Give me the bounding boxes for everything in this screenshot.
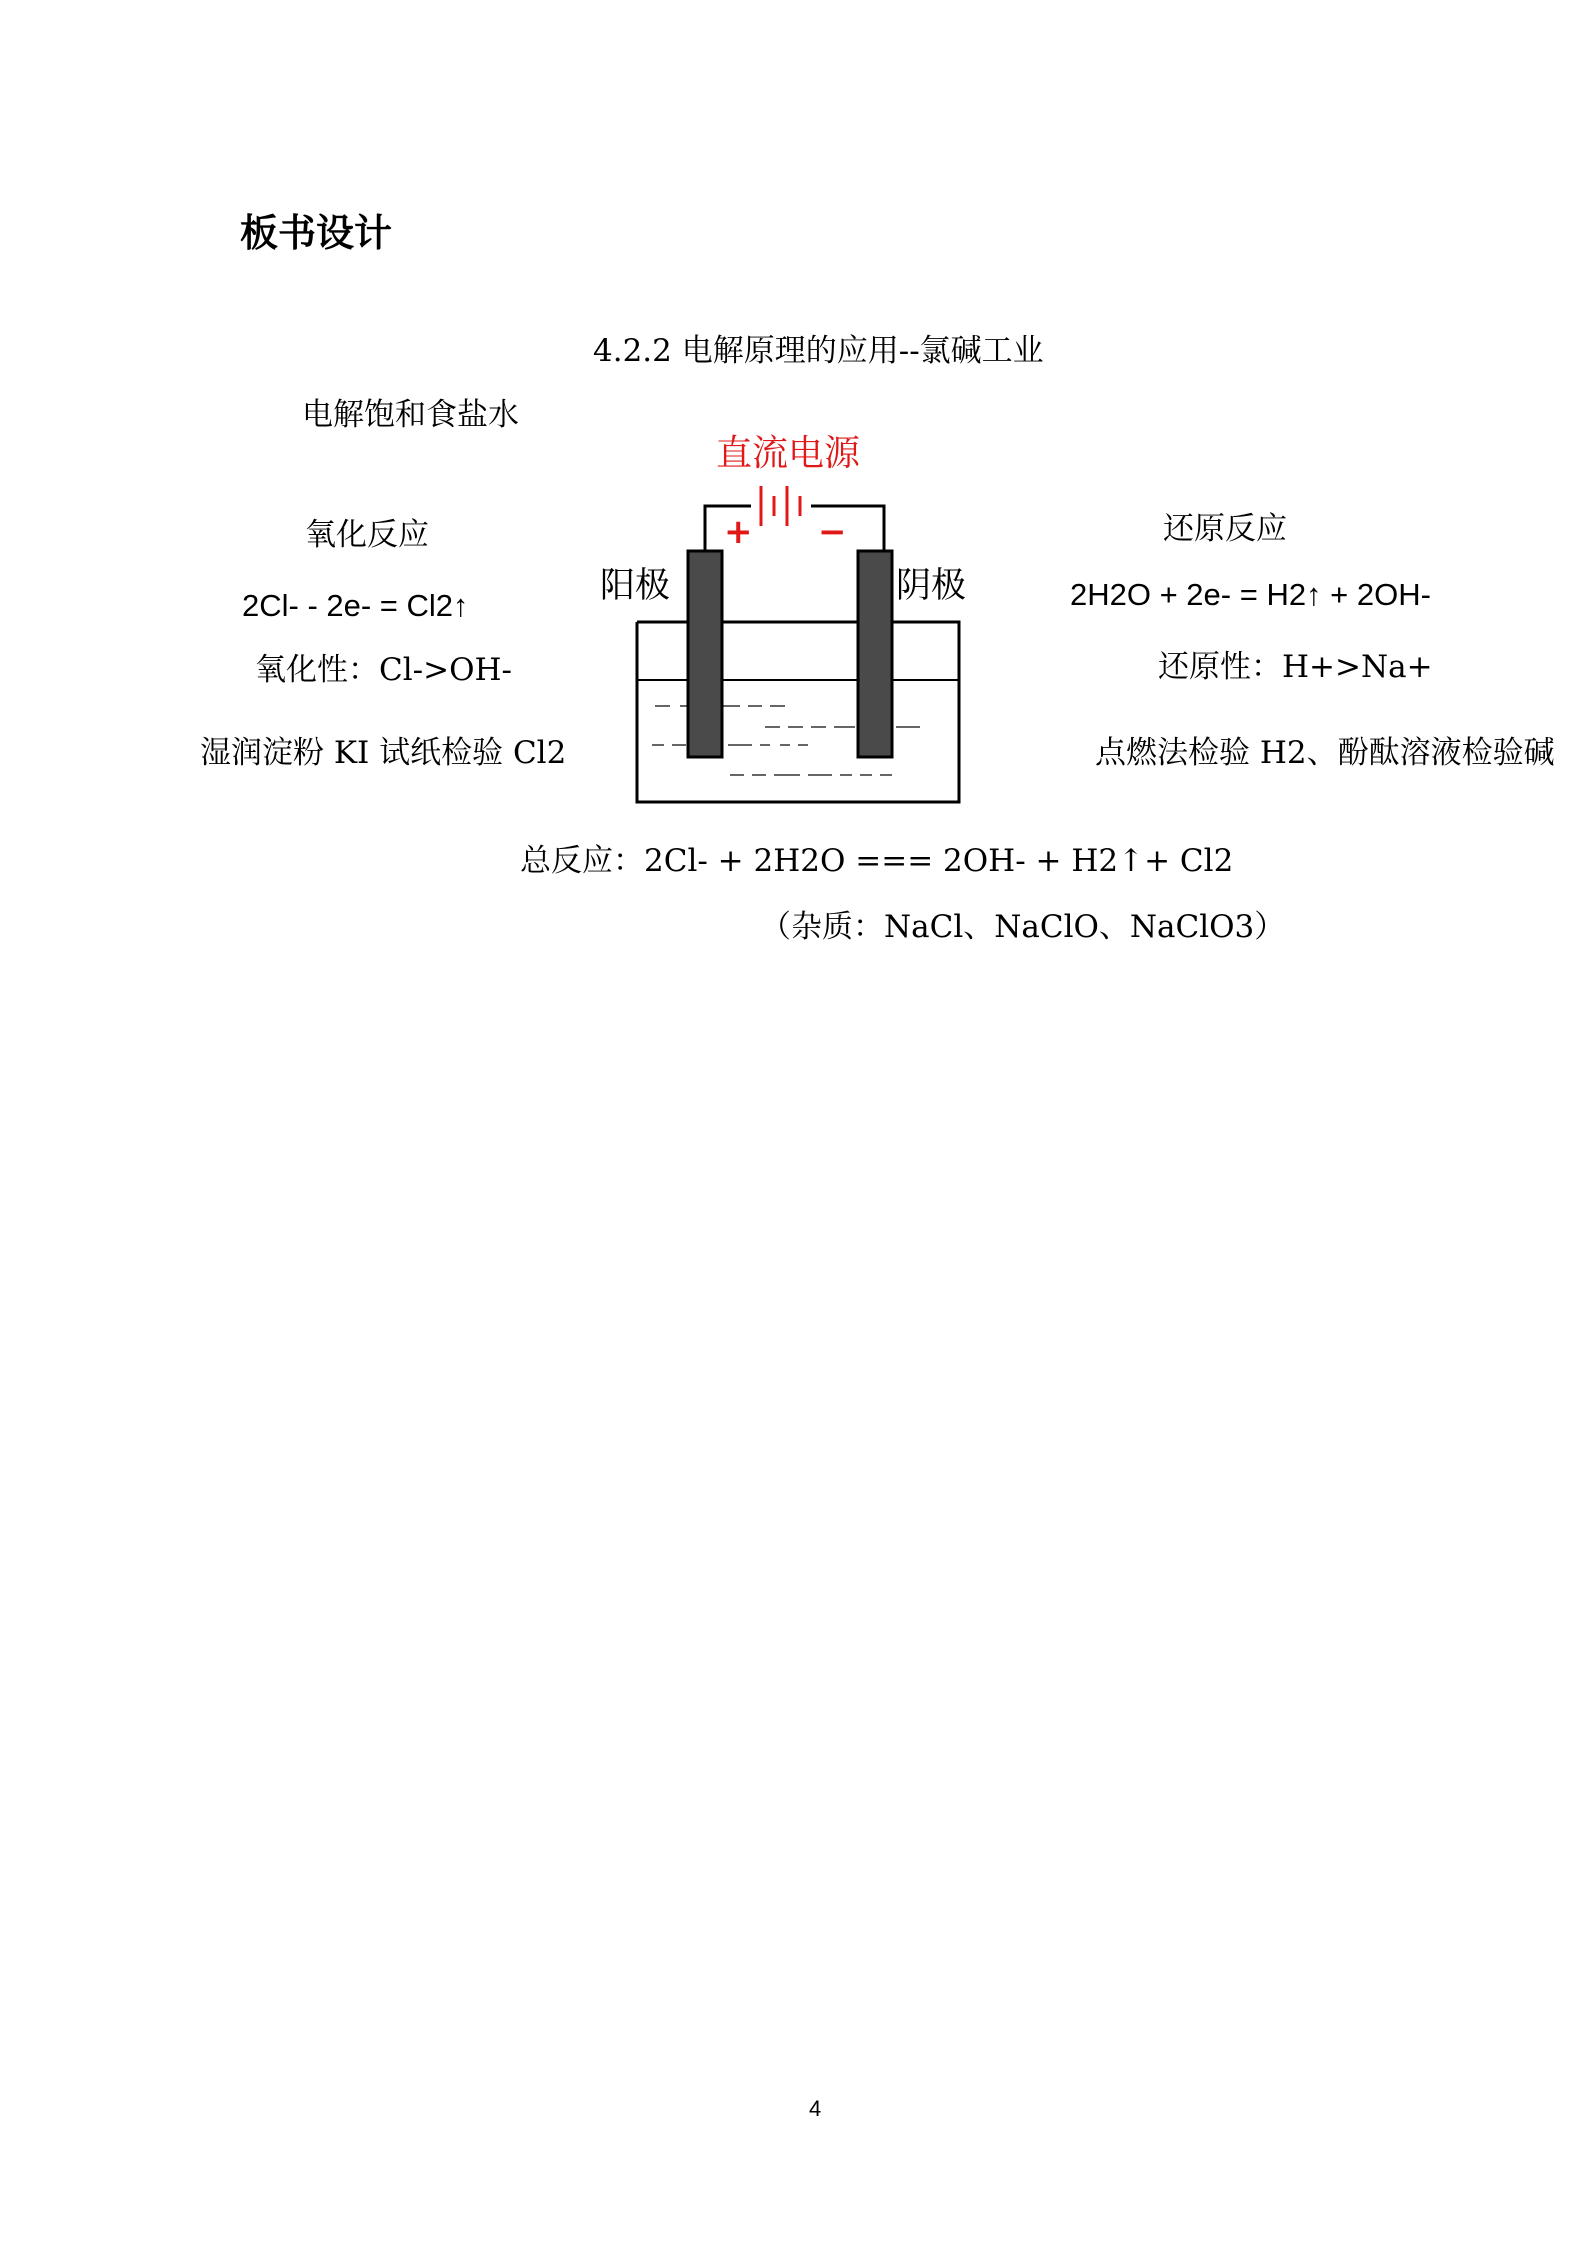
electrolysis-cell-diagram — [590, 430, 990, 810]
oxidizing-property: 氧化性：Cl->OH- — [255, 652, 513, 688]
reduction-title: 还原反应 — [1163, 511, 1287, 547]
hydrogen-test: 点燃法检验 H2、酚酞溶液检验碱 — [1095, 735, 1555, 771]
oxidation-title: 氧化反应 — [305, 517, 429, 553]
anode-label: 阳极 — [600, 566, 671, 606]
reducing-property: 还原性：H+>Na+ — [1158, 649, 1433, 685]
page-number: 4 — [809, 2096, 822, 2121]
cathode-label: 阴极 — [896, 566, 967, 606]
cathode-equation: 2H2O + 2e- = H2↑ + 2OH- — [1070, 577, 1431, 612]
total-reaction: 总反应：2Cl- + 2H2O === 2OH- + H2↑+ Cl2 — [520, 843, 1234, 879]
impurities-note: （杂质：NaCl、NaClO、NaClO3） — [760, 909, 1286, 945]
positive-terminal: + — [724, 512, 753, 552]
battery-icon — [761, 486, 800, 526]
negative-terminal: − — [818, 512, 847, 552]
anode-electrode — [688, 551, 722, 757]
power-source-label: 直流电源 — [716, 433, 861, 474]
lesson-title: 4.2.2 电解原理的应用--氯碱工业 — [593, 333, 1044, 369]
chlorine-test: 湿润淀粉 KI 试纸检验 Cl2 — [200, 735, 567, 771]
cathode-electrode — [858, 551, 892, 757]
anode-equation: 2Cl- - 2e- = Cl2↑ — [242, 588, 469, 623]
topic-label: 电解饱和食盐水 — [302, 397, 519, 433]
section-heading: 板书设计 — [240, 210, 393, 255]
